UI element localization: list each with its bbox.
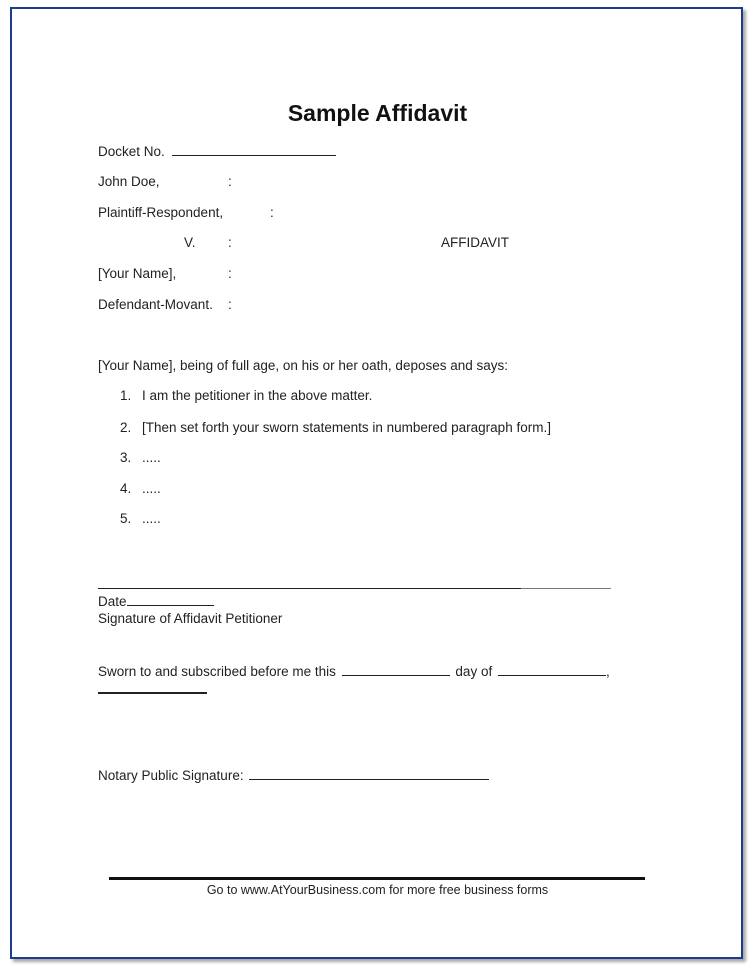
notary-line (98, 767, 489, 784)
document-title: Sample Affidavit (287, 100, 468, 126)
document-type-label: AFFIDAVIT (441, 235, 510, 250)
statement-number: 1. (120, 388, 132, 403)
defendant-role: Defendant-Movant. (98, 297, 213, 312)
caption-colon: : (228, 266, 232, 281)
versus-label: V. (184, 235, 196, 250)
date-line (98, 593, 214, 610)
statement-text: ..... (142, 481, 161, 496)
affidavit-intro: [Your Name], being of full age, on his or her oath, deposes and says: (98, 358, 509, 373)
defendant-name: [Your Name], (98, 266, 177, 281)
footer-rule (109, 877, 645, 880)
sworn-year-field[interactable] (98, 692, 207, 694)
statement-number: 4. (120, 481, 132, 496)
docket-line (98, 143, 336, 160)
footer-link-text[interactable]: Go to www.AtYourBusiness.com for more free business forms (206, 883, 549, 897)
statement-text: I am the petitioner in the above matter. (142, 388, 373, 403)
notary-label: Notary Public Signature: (98, 768, 244, 783)
statement-text: [Then set forth your sworn statements in numbered paragraph form.] (142, 420, 551, 435)
date-field[interactable] (127, 593, 214, 606)
caption-colon: : (228, 174, 232, 189)
docket-number-field[interactable] (172, 143, 336, 156)
sworn-middle: day of (455, 664, 493, 679)
statement-text: ..... (142, 511, 161, 526)
plaintiff-name: John Doe, (98, 174, 160, 189)
statement-text: ..... (142, 450, 161, 465)
sworn-line (98, 663, 610, 680)
notary-signature-field[interactable] (249, 767, 489, 780)
caption-colon: : (228, 235, 232, 250)
caption-colon: : (270, 205, 274, 220)
date-label: Date (98, 594, 127, 609)
statement-number: 5. (120, 511, 132, 526)
statement-number: 2. (120, 420, 132, 435)
statement-number: 3. (120, 450, 132, 465)
signature-line-extension (521, 588, 611, 589)
signature-line[interactable] (98, 588, 521, 589)
signature-label: Signature of Affidavit Petitioner (98, 611, 283, 626)
sworn-day-field[interactable] (342, 663, 450, 676)
sworn-prefix: Sworn to and subscribed before me this (98, 664, 336, 679)
plaintiff-role: Plaintiff-Respondent, (98, 205, 224, 220)
caption-colon: : (228, 297, 232, 312)
sworn-month-field[interactable] (498, 663, 606, 676)
sworn-suffix: , (605, 664, 610, 679)
docket-label: Docket No. (98, 144, 165, 159)
